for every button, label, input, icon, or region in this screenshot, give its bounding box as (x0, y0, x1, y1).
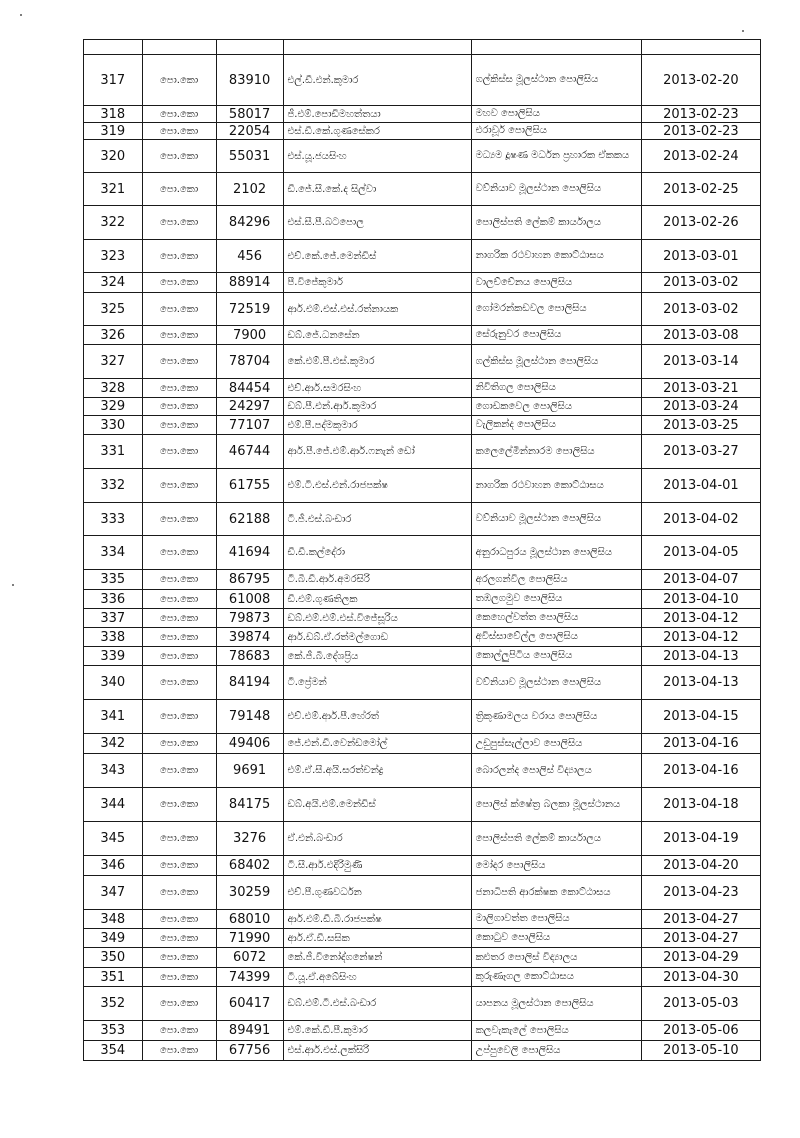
officer-name-cell: ටී.ජී.එස්.බංඩාර (283, 503, 471, 536)
header-cell (283, 40, 471, 55)
station-cell: මාලිගාවත්ත පොලිසිය (471, 910, 641, 929)
station-cell: උඩුපුස්සැල්ලාව පොලිසිය (471, 734, 641, 754)
serial-number-cell: 338 (84, 628, 143, 647)
rank-cell: පො.කො (142, 910, 216, 929)
regimental-number-cell: 61008 (216, 590, 283, 609)
table-row (84, 788, 761, 822)
date-cell: 2013-05-03 (641, 987, 760, 1021)
serial-number-cell: 328 (84, 379, 143, 398)
table-row (84, 700, 761, 734)
officer-name-cell: එච්.කේ.ජේ.මෙන්ඩිස් (283, 240, 471, 273)
serial-number-cell: 332 (84, 469, 143, 503)
station-cell: ගල්කිස්ස මූලස්ථාන පොලිසිය (471, 55, 641, 106)
rank-cell: පො.කො (142, 590, 216, 609)
rank-cell: පො.කො (142, 609, 216, 628)
regimental-number-cell: 68010 (216, 910, 283, 929)
table-row (84, 435, 761, 469)
rank-cell: පො.කො (142, 55, 216, 106)
date-cell: 2013-04-16 (641, 754, 760, 788)
serial-number-cell: 323 (84, 240, 143, 273)
officer-name-cell: එස්.යූ.ජයසිංහ (283, 140, 471, 173)
station-cell: කොල්ලුපිටිය පොලිසිය (471, 647, 641, 666)
header-cell (216, 40, 283, 55)
regimental-number-cell: 30259 (216, 876, 283, 910)
table-row (84, 647, 761, 666)
serial-number-cell: 353 (84, 1021, 143, 1041)
serial-number-cell: 344 (84, 788, 143, 822)
serial-number-cell: 348 (84, 910, 143, 929)
station-cell: ගොඩකවෙල පොලිසිය (471, 398, 641, 416)
regimental-number-cell: 72519 (216, 293, 283, 326)
rank-cell: පො.කො (142, 326, 216, 345)
serial-number-cell: 354 (84, 1041, 143, 1061)
rank-cell: පො.කො (142, 240, 216, 273)
date-cell: 2013-03-24 (641, 398, 760, 416)
station-cell: උප්පුවෙලි පොලිසිය (471, 1041, 641, 1061)
table-row (84, 968, 761, 987)
table-row (84, 206, 761, 240)
officer-name-cell: එම්.ටී.එස්.එන්.රාජපක්ෂ (283, 469, 471, 503)
regimental-number-cell: 456 (216, 240, 283, 273)
regimental-number-cell: 84194 (216, 666, 283, 700)
table-row (84, 929, 761, 948)
rank-cell: පො.කො (142, 987, 216, 1021)
date-cell: 2013-04-27 (641, 910, 760, 929)
rank-cell: පො.කො (142, 666, 216, 700)
regimental-number-cell: 58017 (216, 106, 283, 123)
regimental-number-cell: 24297 (216, 398, 283, 416)
station-cell: සේරුනුවර පොලිසිය (471, 326, 641, 345)
station-cell: වව්නියාව මූලස්ථාන පොලිසිය (471, 503, 641, 536)
table-row (84, 876, 761, 910)
rank-cell: පො.කො (142, 734, 216, 754)
serial-number-cell: 343 (84, 754, 143, 788)
date-cell: 2013-04-27 (641, 929, 760, 948)
serial-number-cell: 318 (84, 106, 143, 123)
officer-name-cell: ඩබ්.අයි.එම්.මෙන්ඩිස් (283, 788, 471, 822)
rank-cell: පො.කො (142, 123, 216, 140)
station-cell: පොලිස්පති ලේකම් කාර්යාලය (471, 822, 641, 856)
officer-name-cell: ආර්.එම්.ඩී.බී.රාජපක්ෂ (283, 910, 471, 929)
table-row (84, 379, 761, 398)
table-row (84, 416, 761, 435)
date-cell: 2013-03-27 (641, 435, 760, 469)
date-cell: 2013-02-23 (641, 106, 760, 123)
station-cell: කෙහෙල්වත්ත පොලිසිය (471, 609, 641, 628)
regimental-number-cell: 7900 (216, 326, 283, 345)
officer-name-cell: එච්.එම්.ආර්.පී.හේරත් (283, 700, 471, 734)
serial-number-cell: 329 (84, 398, 143, 416)
officer-name-cell: ඩී.ඩී.කල්දේරා (283, 536, 471, 570)
station-cell: මධ්‍යම දූෂණ මර්ධන ප්‍රහාරක ඒකකය (471, 140, 641, 173)
date-cell: 2013-05-06 (641, 1021, 760, 1041)
rank-cell: පො.කො (142, 929, 216, 948)
rank-cell: පො.කො (142, 570, 216, 590)
table-row (84, 503, 761, 536)
scan-speck (742, 30, 744, 32)
station-cell: අනුරාධපුරය මූලස්ථාන පොලිසිය (471, 536, 641, 570)
regimental-number-cell: 74399 (216, 968, 283, 987)
serial-number-cell: 320 (84, 140, 143, 173)
serial-number-cell: 335 (84, 570, 143, 590)
date-cell: 2013-05-10 (641, 1041, 760, 1061)
station-cell: කලෙලේමින්නාරම පොලිසිය (471, 435, 641, 469)
table-row (84, 666, 761, 700)
station-cell: අවිස්සාවේල්ල පොලිසිය (471, 628, 641, 647)
table-row (84, 1021, 761, 1041)
date-cell: 2013-03-02 (641, 293, 760, 326)
officer-name-cell: එම්.පී.පද්මකුමාර (283, 416, 471, 435)
officer-name-cell: ඩබ්.පී.එන්.ආර්.කුමාර (283, 398, 471, 416)
station-cell: අරලගන්විල පොලිසිය (471, 570, 641, 590)
serial-number-cell: 345 (84, 822, 143, 856)
table-row (84, 173, 761, 206)
rank-cell: පො.කො (142, 106, 216, 123)
date-cell: 2013-04-20 (641, 856, 760, 876)
officer-name-cell: එම්.කේ.ඩී.පී.කුමාර (283, 1021, 471, 1041)
officer-name-cell: ආර්.එම්.එස්.එස්.රත්නායක (283, 293, 471, 326)
date-cell: 2013-02-20 (641, 55, 760, 106)
serial-number-cell: 341 (84, 700, 143, 734)
officer-name-cell: ඩබ්.එම්.එම්.එස්.විජේසූරිය (283, 609, 471, 628)
station-cell: වව්නියාව මූලස්ථාන පොලිසිය (471, 666, 641, 700)
table-row (84, 536, 761, 570)
date-cell: 2013-04-29 (641, 948, 760, 968)
officer-name-cell: ආර්.පී.ජේ.එම්.ආර්.ෆනැන් ඩෝ (283, 435, 471, 469)
regimental-number-cell: 2102 (216, 173, 283, 206)
regimental-number-cell: 84175 (216, 788, 283, 822)
station-cell: ත්‍රිකුණාමලය වරාය පොලිසිය (471, 700, 641, 734)
station-cell: නාගරික රථවාහන කොට්ඨාසය (471, 469, 641, 503)
date-cell: 2013-04-15 (641, 700, 760, 734)
officer-name-cell: ආර්.ඒ.ඩී.සසික (283, 929, 471, 948)
rank-cell: පො.කො (142, 293, 216, 326)
table-row (84, 570, 761, 590)
header-cell (84, 40, 143, 55)
table-row (84, 1041, 761, 1061)
officer-name-cell: ටී.යූ.ඒ.අබේසිංහ (283, 968, 471, 987)
rank-cell: පො.කො (142, 1041, 216, 1061)
rank-cell: පො.කො (142, 788, 216, 822)
table-row (84, 948, 761, 968)
officer-name-cell: ඩී.ජේ.සී.කේ.ද සිල්වා (283, 173, 471, 206)
regimental-number-cell: 78683 (216, 647, 283, 666)
officer-name-cell: එස්.ආර්.එස්.ලක්සිරි (283, 1041, 471, 1061)
date-cell: 2013-02-26 (641, 206, 760, 240)
date-cell: 2013-04-23 (641, 876, 760, 910)
regimental-number-cell: 68402 (216, 856, 283, 876)
date-cell: 2013-04-12 (641, 628, 760, 647)
regimental-number-cell: 41694 (216, 536, 283, 570)
table-row (84, 293, 761, 326)
officer-name-cell: පී.විජේකුමාර් (283, 273, 471, 293)
date-cell: 2013-04-02 (641, 503, 760, 536)
serial-number-cell: 349 (84, 929, 143, 948)
date-cell: 2013-04-16 (641, 734, 760, 754)
station-cell: ගල්කිස්ස මූලස්ථාන පොලිසිය (471, 345, 641, 379)
header-cell (471, 40, 641, 55)
officer-name-cell: ඩබ්.ජේ.ධනසේන (283, 326, 471, 345)
roster-body (84, 40, 761, 1061)
table-row (84, 856, 761, 876)
station-cell: නාගරික රථවාහන කොට්ඨාසය (471, 240, 641, 273)
table-row (84, 240, 761, 273)
serial-number-cell: 336 (84, 590, 143, 609)
rank-cell: පො.කො (142, 968, 216, 987)
regimental-number-cell: 83910 (216, 55, 283, 106)
regimental-number-cell: 6072 (216, 948, 283, 968)
rank-cell: පො.කො (142, 206, 216, 240)
officer-name-cell: කේ.ජී.වීනෝද්ගනේෂන් (283, 948, 471, 968)
serial-number-cell: 322 (84, 206, 143, 240)
regimental-number-cell: 62188 (216, 503, 283, 536)
serial-number-cell: 350 (84, 948, 143, 968)
date-cell: 2013-04-07 (641, 570, 760, 590)
rank-cell: පො.කො (142, 503, 216, 536)
officer-name-cell: එච්.ආර්.සමරසිංහ (283, 379, 471, 398)
station-cell: මෝදර පොලිසිය (471, 856, 641, 876)
station-cell: ගෝමරන්කඩවල පොලිසිය (471, 293, 641, 326)
rank-cell: පො.කො (142, 273, 216, 293)
table-header-row (84, 40, 761, 55)
regimental-number-cell: 88914 (216, 273, 283, 293)
station-cell: වැලිකන්ද පොලිසිය (471, 416, 641, 435)
regimental-number-cell: 84296 (216, 206, 283, 240)
date-cell: 2013-04-19 (641, 822, 760, 856)
table-row (84, 140, 761, 173)
scan-speck (12, 584, 14, 586)
table-row (84, 326, 761, 345)
date-cell: 2013-03-08 (641, 326, 760, 345)
date-cell: 2013-04-30 (641, 968, 760, 987)
rank-cell: පො.කො (142, 1021, 216, 1041)
officer-name-cell: ඩී.එම්.ගුණතිලක (283, 590, 471, 609)
officer-name-cell: එම්.ඒ.සී.අයි.සරත්චන්ද්‍ර (283, 754, 471, 788)
rank-cell: පො.කො (142, 536, 216, 570)
officer-name-cell: එල්.ඩී.එන්.කුමාර (283, 55, 471, 106)
table-row (84, 469, 761, 503)
table-row (84, 609, 761, 628)
table-row (84, 822, 761, 856)
officer-name-cell: ජී.එම්.පොඩිමහත්තයා (283, 106, 471, 123)
date-cell: 2013-04-13 (641, 666, 760, 700)
serial-number-cell: 351 (84, 968, 143, 987)
rank-cell: පො.කො (142, 700, 216, 734)
date-cell: 2013-04-13 (641, 647, 760, 666)
rank-cell: පො.කො (142, 140, 216, 173)
regimental-number-cell: 86795 (216, 570, 283, 590)
table-row (84, 55, 761, 106)
date-cell: 2013-02-24 (641, 140, 760, 173)
station-cell: තඹලගමුව පොලිසිය (471, 590, 641, 609)
station-cell: පොලිස් ක්ෂේත්‍ර බලකා මූලස්ථානය (471, 788, 641, 822)
regimental-number-cell: 46744 (216, 435, 283, 469)
date-cell: 2013-03-01 (641, 240, 760, 273)
regimental-number-cell: 55031 (216, 140, 283, 173)
date-cell: 2013-04-18 (641, 788, 760, 822)
rank-cell: පො.කො (142, 948, 216, 968)
station-cell: නිවිතිගල පොලිසිය (471, 379, 641, 398)
scan-speck (20, 14, 22, 16)
station-cell: වව්නියාව මූලස්ථාන පොලිසිය (471, 173, 641, 206)
rank-cell: පො.කො (142, 416, 216, 435)
date-cell: 2013-03-02 (641, 273, 760, 293)
serial-number-cell: 319 (84, 123, 143, 140)
rank-cell: පො.කො (142, 822, 216, 856)
date-cell: 2013-03-25 (641, 416, 760, 435)
rank-cell: පො.කො (142, 398, 216, 416)
station-cell: ජනාධිපති ආරක්ෂක කොට්ඨාසය (471, 876, 641, 910)
station-cell: මහව පොලිසිය (471, 106, 641, 123)
rank-cell: පො.කො (142, 647, 216, 666)
officer-name-cell: කේ.එම්.පී.එස්.කුමාර (283, 345, 471, 379)
regimental-number-cell: 49406 (216, 734, 283, 754)
regimental-number-cell: 79873 (216, 609, 283, 628)
regimental-number-cell: 61755 (216, 469, 283, 503)
rank-cell: පො.කො (142, 754, 216, 788)
date-cell: 2013-02-25 (641, 173, 760, 206)
serial-number-cell: 331 (84, 435, 143, 469)
header-cell (142, 40, 216, 55)
officer-name-cell: කේ.ජී.බී.දේශප්‍රිය (283, 647, 471, 666)
serial-number-cell: 334 (84, 536, 143, 570)
date-cell: 2013-02-23 (641, 123, 760, 140)
table-row (84, 106, 761, 123)
station-cell: පොලිස්පති ලේකම් කාර්යාලය (471, 206, 641, 240)
regimental-number-cell: 60417 (216, 987, 283, 1021)
serial-number-cell: 327 (84, 345, 143, 379)
serial-number-cell: 333 (84, 503, 143, 536)
regimental-number-cell: 79148 (216, 700, 283, 734)
serial-number-cell: 325 (84, 293, 143, 326)
serial-number-cell: 339 (84, 647, 143, 666)
officer-name-cell: එස්.ඩී.කේ.ගුණසේකර (283, 123, 471, 140)
date-cell: 2013-04-10 (641, 590, 760, 609)
serial-number-cell: 352 (84, 987, 143, 1021)
officer-name-cell: ටී.සී.ආර්.එදිරිමුණි (283, 856, 471, 876)
table-row (84, 345, 761, 379)
officer-name-cell: එස්.සී.පී.බටපොල (283, 206, 471, 240)
header-cell (641, 40, 760, 55)
officer-name-cell: ඒ.එන්.බංඩාර (283, 822, 471, 856)
regimental-number-cell: 39874 (216, 628, 283, 647)
station-cell: කොටුව පොලිසිය (471, 929, 641, 948)
rank-cell: පො.කො (142, 345, 216, 379)
table-row (84, 754, 761, 788)
regimental-number-cell: 77107 (216, 416, 283, 435)
date-cell: 2013-04-01 (641, 469, 760, 503)
station-cell: කලවැකැලේ පොලිසිය (471, 1021, 641, 1041)
table-row (84, 987, 761, 1021)
date-cell: 2013-04-05 (641, 536, 760, 570)
regimental-number-cell: 89491 (216, 1021, 283, 1041)
table-row (84, 910, 761, 929)
serial-number-cell: 330 (84, 416, 143, 435)
station-cell: කුරුණෑගල කොට්ඨාසය (471, 968, 641, 987)
table-row (84, 273, 761, 293)
serial-number-cell: 342 (84, 734, 143, 754)
rank-cell: පො.කො (142, 469, 216, 503)
station-cell: වාලච්චේනය පොලිසිය (471, 273, 641, 293)
table-row (84, 398, 761, 416)
regimental-number-cell: 67756 (216, 1041, 283, 1061)
serial-number-cell: 324 (84, 273, 143, 293)
regimental-number-cell: 78704 (216, 345, 283, 379)
rank-cell: පො.කො (142, 876, 216, 910)
rank-cell: පො.කො (142, 856, 216, 876)
serial-number-cell: 317 (84, 55, 143, 106)
table-row (84, 628, 761, 647)
rank-cell: පො.කො (142, 379, 216, 398)
rank-cell: පො.කො (142, 628, 216, 647)
regimental-number-cell: 22054 (216, 123, 283, 140)
serial-number-cell: 321 (84, 173, 143, 206)
station-cell: එරාවූර් පොලිසිය (471, 123, 641, 140)
regimental-number-cell: 71990 (216, 929, 283, 948)
station-cell: යාපනය මූලස්ථාන පොලිසිය (471, 987, 641, 1021)
date-cell: 2013-03-21 (641, 379, 760, 398)
table-row (84, 123, 761, 140)
serial-number-cell: 347 (84, 876, 143, 910)
regimental-number-cell: 9691 (216, 754, 283, 788)
serial-number-cell: 340 (84, 666, 143, 700)
officer-name-cell: ටී.ප්‍රේමන් (283, 666, 471, 700)
regimental-number-cell: 3276 (216, 822, 283, 856)
station-cell: බොරලන්ද පොලිස් විද්‍යාලය (471, 754, 641, 788)
officer-name-cell: ටී.බී.ඩී.ආර්.අමරසිරි (283, 570, 471, 590)
table-row (84, 734, 761, 754)
serial-number-cell: 337 (84, 609, 143, 628)
serial-number-cell: 346 (84, 856, 143, 876)
officer-name-cell: එච්.පී.ගුණවර්ධන (283, 876, 471, 910)
station-cell: කළුතර පොලිස් විද්‍යාලය (471, 948, 641, 968)
rank-cell: පො.කො (142, 173, 216, 206)
officer-name-cell: ආර්.ඩබ්.ඒ.රත්මල්ගොඩ (283, 628, 471, 647)
officer-name-cell: ජේ.එන්.ඩී.වෙන්ඩමෝල් (283, 734, 471, 754)
table-row (84, 590, 761, 609)
date-cell: 2013-04-12 (641, 609, 760, 628)
officer-name-cell: ඩබ්.එම්.ටී.එස්.බංඩාර (283, 987, 471, 1021)
serial-number-cell: 326 (84, 326, 143, 345)
rank-cell: පො.කො (142, 435, 216, 469)
regimental-number-cell: 84454 (216, 379, 283, 398)
transfer-roster-table (83, 39, 761, 1061)
date-cell: 2013-03-14 (641, 345, 760, 379)
